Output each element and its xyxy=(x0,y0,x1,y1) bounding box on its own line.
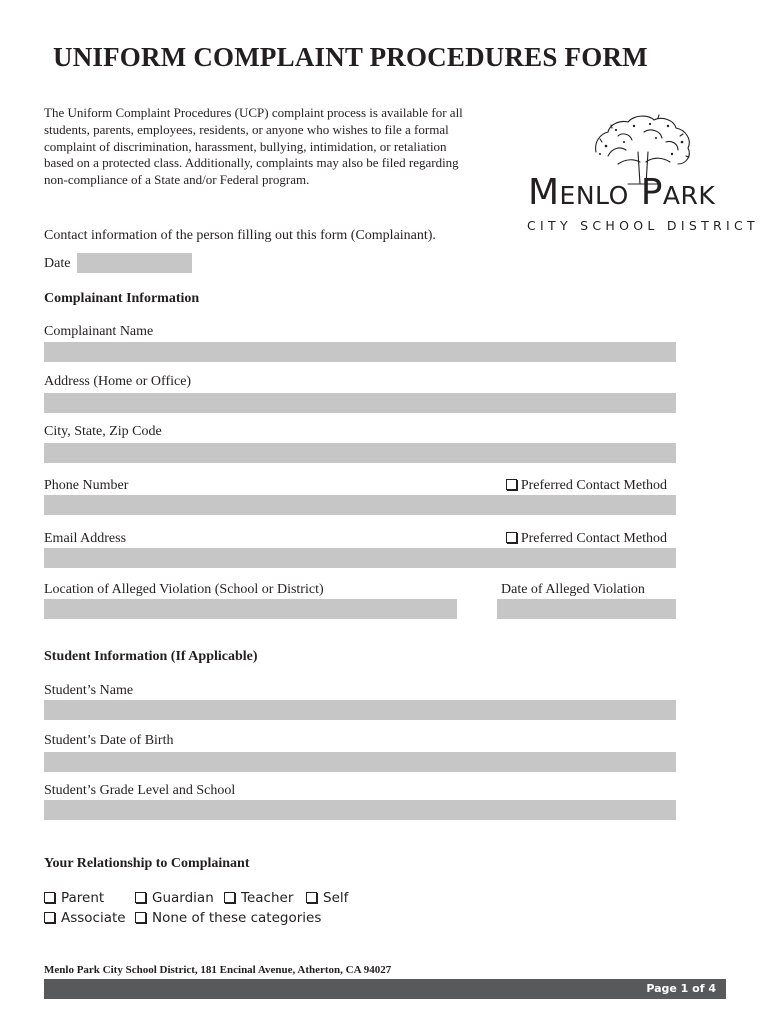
option-guardian[interactable] xyxy=(135,890,214,906)
option-none[interactable] xyxy=(135,910,321,926)
footer-address: Menlo Park City School District, 181 Encinal Avenue, Atherton, CA 94027 xyxy=(44,964,392,976)
student-dob-field[interactable] xyxy=(44,752,676,772)
relationship-heading: Your Relationship to Complainant xyxy=(44,856,250,871)
violation-date-label: Date of Alleged Violation xyxy=(501,582,645,597)
checkbox-icon[interactable] xyxy=(135,892,146,903)
student-name-field[interactable] xyxy=(44,700,676,720)
checkbox-icon[interactable] xyxy=(224,892,235,903)
address-field[interactable] xyxy=(44,393,676,413)
intro-line: non-compliance of a State and/or Federal program. xyxy=(44,172,310,188)
option-label: Parent xyxy=(61,890,105,906)
checkbox-icon[interactable] xyxy=(135,912,146,923)
option-label: Associate xyxy=(61,910,126,926)
date-label: Date xyxy=(44,256,71,271)
email-preferred-contact[interactable] xyxy=(506,531,667,547)
phone-preferred-contact[interactable] xyxy=(506,478,667,494)
option-label: Guardian xyxy=(152,890,214,906)
logo-name: Menlo Park xyxy=(528,172,716,213)
address-label: Address (Home or Office) xyxy=(44,374,192,389)
email-field[interactable] xyxy=(44,548,676,568)
complainant-name-label: Complainant Name xyxy=(44,324,154,339)
intro-line: based on a protected class. Additionally, complaints may also be filed regarding xyxy=(44,155,459,171)
option-label: None of these categories xyxy=(152,910,322,926)
intro-line: The Uniform Complaint Procedures (UCP) complaint process is available for all xyxy=(44,105,463,120)
footer-bar xyxy=(44,979,726,999)
preferred-contact-label: Preferred Contact Method xyxy=(520,531,667,546)
city-state-zip-label: City, State, Zip Code xyxy=(44,424,162,439)
location-label: Location of Alleged Violation (School or District) xyxy=(44,582,324,597)
email-label: Email Address xyxy=(44,531,127,546)
intro-line: complaint of discrimination, harassment, bullying, intimidation, or retaliation xyxy=(44,138,447,154)
contact-intro: Contact information of the person filling out this form (Complainant). xyxy=(44,228,436,243)
student-name-label: Student’s Name xyxy=(44,683,134,698)
logo-subtitle: CITY SCHOOL DISTRICT xyxy=(527,218,759,233)
checkbox-icon[interactable] xyxy=(306,892,317,903)
option-teacher[interactable] xyxy=(224,890,293,906)
page-number: Page 1 of 4 xyxy=(646,982,716,995)
option-associate[interactable] xyxy=(44,910,126,926)
phone-label: Phone Number xyxy=(44,478,129,493)
form-title: UNIFORM COMPLAINT PROCEDURES FORM xyxy=(53,42,648,72)
student-dob-label: Student’s Date of Birth xyxy=(44,733,174,748)
student-grade-label: Student’s Grade Level and School xyxy=(44,783,236,798)
complainant-name-field[interactable] xyxy=(44,342,676,362)
intro-paragraph xyxy=(44,105,504,189)
checkbox-icon[interactable] xyxy=(506,532,517,543)
option-parent[interactable] xyxy=(44,890,104,906)
date-field[interactable] xyxy=(77,253,192,273)
student-heading: Student Information (If Applicable) xyxy=(44,649,258,664)
student-grade-field[interactable] xyxy=(44,800,676,820)
option-label: Teacher xyxy=(241,890,294,906)
preferred-contact-label: Preferred Contact Method xyxy=(520,478,667,493)
option-label: Self xyxy=(323,890,349,906)
checkbox-icon[interactable] xyxy=(506,479,517,490)
location-field[interactable] xyxy=(44,599,457,619)
checkbox-icon[interactable] xyxy=(44,892,55,903)
option-self[interactable] xyxy=(306,890,348,906)
violation-date-field[interactable] xyxy=(497,599,676,619)
phone-field[interactable] xyxy=(44,495,676,515)
intro-line: students, parents, employees, residents, or anyone who wishes to file a formal xyxy=(44,121,449,137)
complainant-heading: Complainant Information xyxy=(44,291,200,306)
checkbox-icon[interactable] xyxy=(44,912,55,923)
city-state-zip-field[interactable] xyxy=(44,443,676,463)
